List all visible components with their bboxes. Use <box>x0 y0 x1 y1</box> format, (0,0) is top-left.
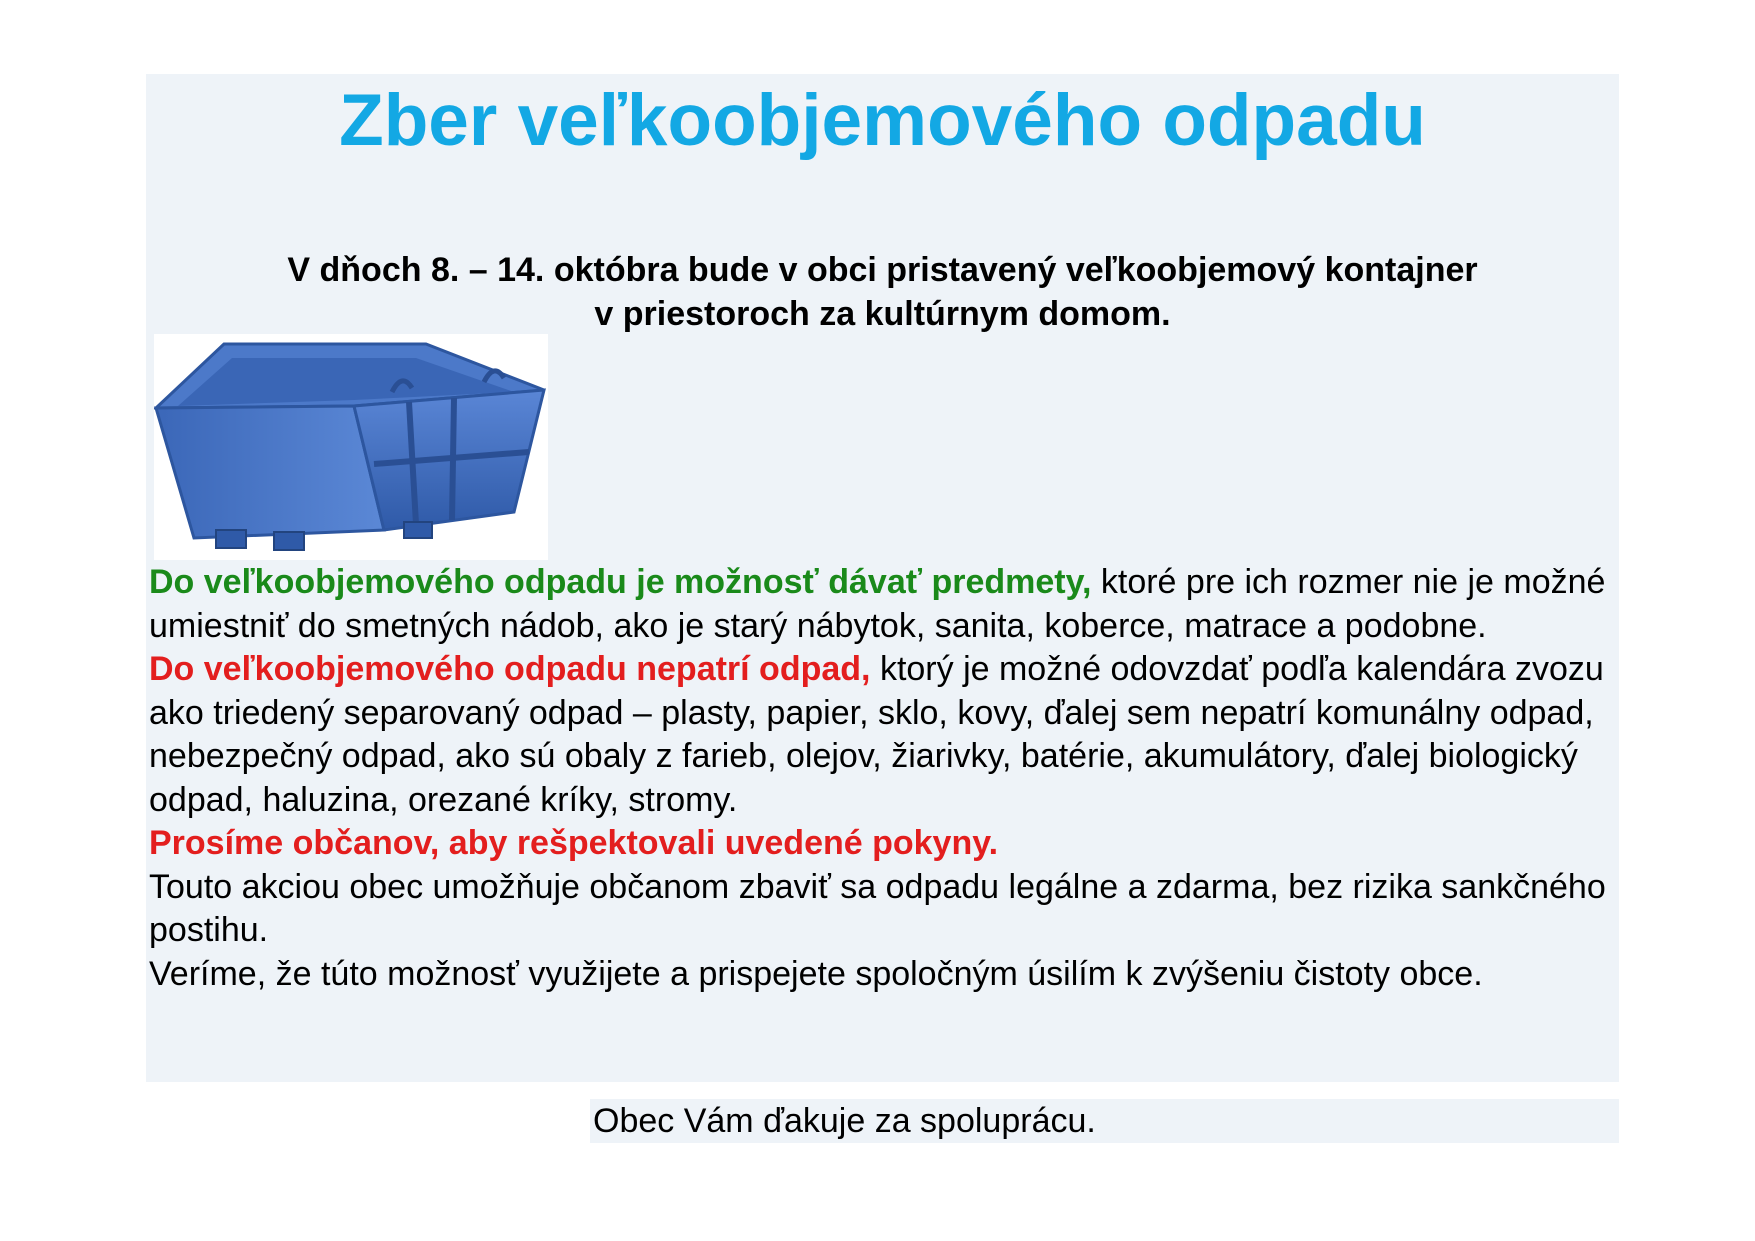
benefit-paragraph: Touto akciou obec umožňuje občanom zbaviť sa odpadu legálne a zdarma, bez rizika sankčného postihu. <box>149 867 1606 949</box>
forbidden-highlight: Do veľkoobjemového odpadu nepatrí odpad, <box>149 650 871 688</box>
request-paragraph: Prosíme občanov, aby rešpektovali uvedené pokyny. <box>149 824 999 862</box>
intro-notice <box>146 248 1619 336</box>
intro-line-2: v priestoroch za kultúrnym domom. <box>594 295 1171 333</box>
intro-line-1: V dňoch 8. – 14. októbra bude v obci pristavený veľkoobjemový kontajner <box>287 251 1478 289</box>
allowed-rest: ktoré pre ich rozmer nie je možné umiestniť do smetných nádob, ako je starý nábytok, sanita, koberce, matrace a podobne. <box>149 563 1606 645</box>
footer-thanks: Obec Vám ďakuje za spoluprácu. <box>593 1102 1096 1140</box>
forbidden-paragraph <box>149 648 1619 822</box>
body-text <box>149 561 1619 996</box>
waste-container-icon <box>154 334 548 560</box>
allowed-highlight: Do veľkoobjemového odpadu je možnosť dávať predmety, <box>149 563 1092 601</box>
page-title: Zber veľkoobjemového odpadu <box>339 80 1426 161</box>
allowed-paragraph <box>149 561 1619 648</box>
hope-paragraph: Veríme, že túto možnosť využijete a prispejete spoločným úsilím k zvýšeniu čistoty obce. <box>149 954 1483 993</box>
forbidden-rest: ktorý je možné odovzdať podľa kalendára zvozu ako triedený separovaný odpad – plasty, papier, sklo, kovy, ďalej sem nepatrí komunálny odpad, nebezpečný odpad, ako sú obaly z farieb, olejov, žiarivky, batérie, akumulátory, ďalej biologický odpad, haluzina, orezané kríky, stromy. <box>149 650 1604 819</box>
